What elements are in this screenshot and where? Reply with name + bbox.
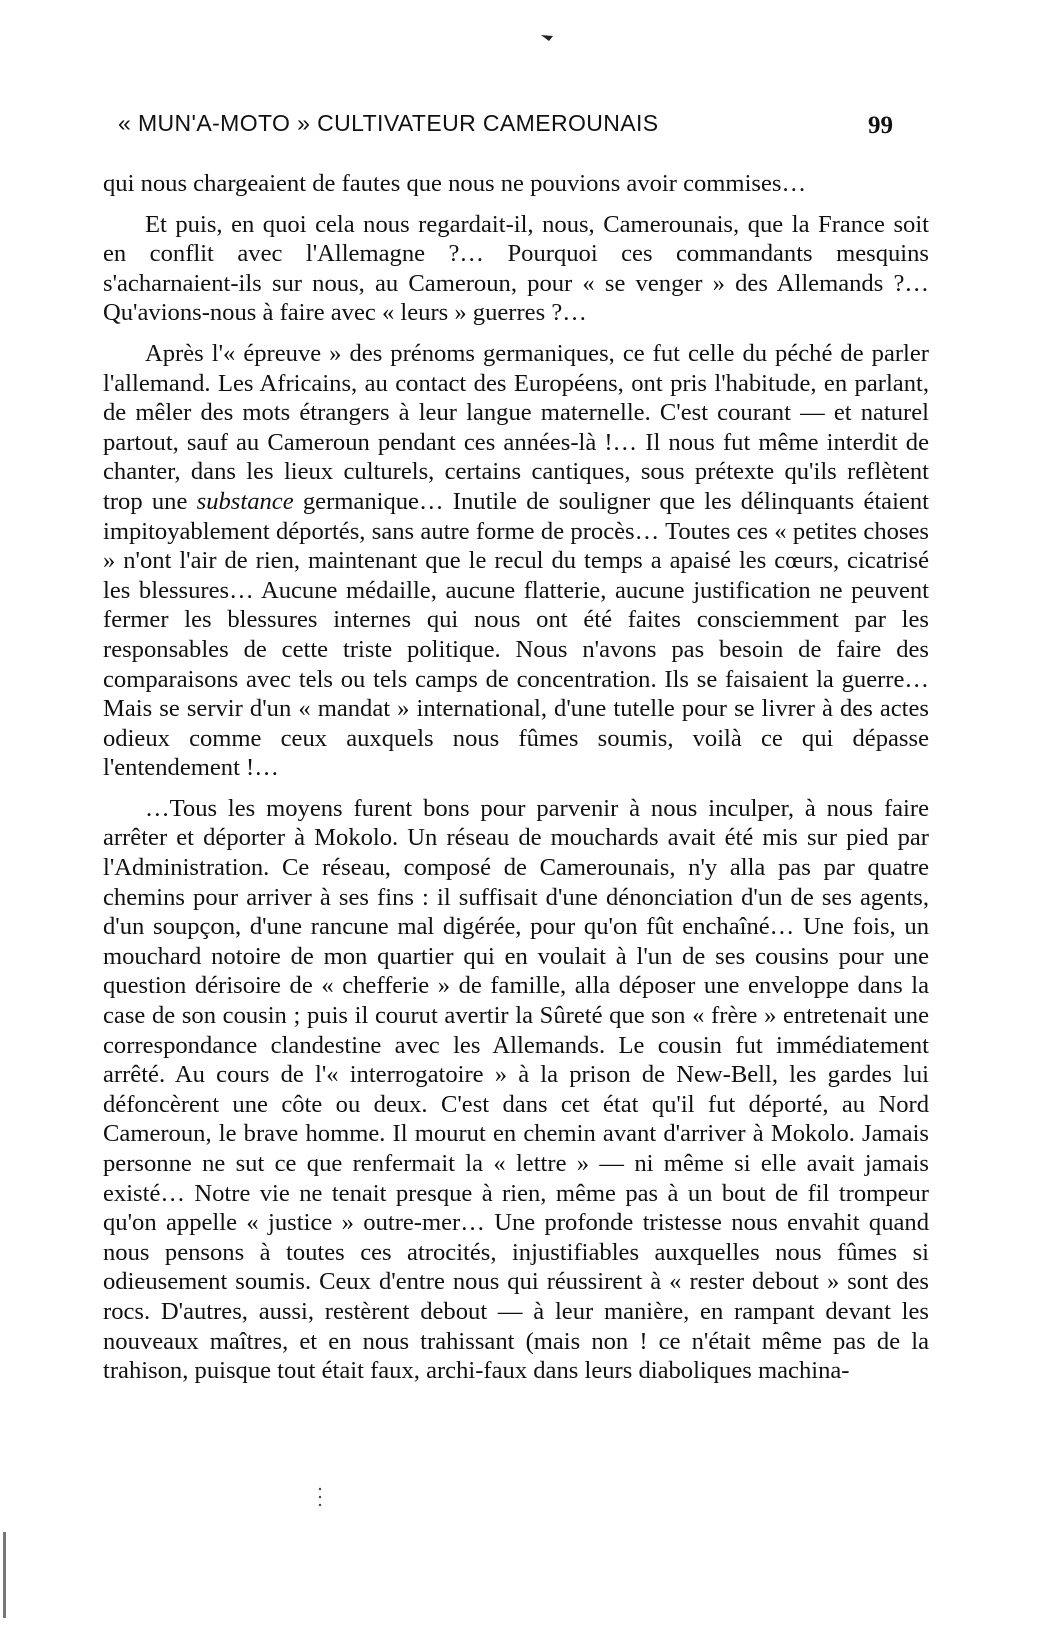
paragraph-1	[103, 169, 929, 199]
paragraph-text: Après l'« épreuve » des prénoms germaniques, ce fut celle du péché de parler l'allemand. Les Africains, au contact des Européens, ont pris l'habitude, en parlant, de mêler des mots étrangers à leur langue maternelle. C'est courant — et naturel partout, sauf au Cameroun pendant ces années-là !… Il nous fut même interdit de chanter, dans les lieux culturels, certains cantiques, sous prétexte qu'ils reflètent trop une	[103, 339, 929, 515]
paragraph-text: …Tous les moyens furent bons pour parvenir à nous inculper, à nous faire arrêter et déporter à Mokolo. Un réseau de mouchards avait été mis sur pied par l'Administration. Ce réseau, composé de Camerounais, n'y alla pas par quatre chemins pour arriver à ses fins : il suffisait d'une dénonciation d'un de ses agents, d'un soupçon, d'une rancune mal digérée, pour qu'on fût enchaîné… Une fois, un mouchard notoire de mon quartier qui en voulait à l'un de ses cousins pour une question dérisoire de « chefferie » de famille, alla déposer une enveloppe dans la case de son cousin ; puis il courut avertir la Sûreté que son « frère » entretenait une correspondance clandestine avec les Allemands. Le cousin fut immédiatement arrêté. Au cours de l'« interrogatoire » à la prison de New-Bell, les gardes lui défoncèrent une côte ou deux. C'est dans cet état qu'il fut déporté, au Nord Cameroun, le brave homme. Il mourut en chemin avant d'arriver à Mokolo. Jamais personne ne sut ce que renfermait la « lettre » — ni même si elle avait jamais existé… Notre vie ne tenait presque à rien, même pas à un bout de fil trompeur qu'on appelle « justice » outre-mer… Une profonde tristesse nous envahit quand nous pensons à toutes ces atrocités, injustifiables auxquelles nous fûmes si odieusement soumis. Ceux d'entre nous qui réussirent à « rester debout » sont des rocs. D'autres, aussi, restèrent debout — à leur manière, en rampant devant les nouveaux maîtres, et en nous trahissant (mais non ! ce n'était même pas de la trahison, puisque tout était faux, archi-faux dans leurs diaboliques machina-	[103, 794, 929, 1385]
page-number: 99	[868, 112, 893, 139]
body-text	[103, 169, 929, 1386]
paragraph-4	[103, 794, 929, 1386]
running-title: « MUN'A-MOTO » CULTIVATEUR CAMEROUNAIS	[118, 110, 659, 136]
italic-word: substance	[196, 487, 294, 515]
page-header	[118, 110, 893, 150]
paragraph-text: germanique… Inutile de souligner que les délinquants étaient impitoyablement déportés, sans autre forme de procès… Toutes ces « petites choses » n'ont l'air de rien, maintenant que le recul du temps a apaisé les cœurs, cicatrisé les blessures… Aucune médaille, aucune flatterie, aucune justification ne peuvent fermer les blessures internes qui nous ont été faites consciemment par les responsables de cette triste politique. Nous n'avons pas besoin de faire des comparaisons avec tels ou tels camps de concentration. Ils se faisaient la guerre… Mais se servir d'un « mandat » international, d'une tutelle pour se livrer à des actes odieux comme ceux auxquels nous fûmes soumis, voilà ce qui dépasse l'entendement !…	[103, 487, 929, 782]
print-mark	[540, 34, 554, 42]
stray-mark	[318, 1486, 322, 1508]
paragraph-text: Et puis, en quoi cela nous regardait-il, nous, Camerounais, que la France soit en conflit avec l'Allemagne ?… Pourquoi ces commandants mesquins s'acharnaient-ils sur nous, au Cameroun, pour « se venger » des Allemands ?… Qu'avions-nous à faire avec « leurs » guerres ?…	[103, 210, 929, 327]
paragraph-3	[103, 339, 929, 783]
paragraph-2	[103, 210, 929, 328]
scan-edge-mark	[3, 1532, 6, 1618]
paragraph-text: qui nous chargeaient de fautes que nous ne pouvions avoir commises…	[103, 170, 807, 197]
